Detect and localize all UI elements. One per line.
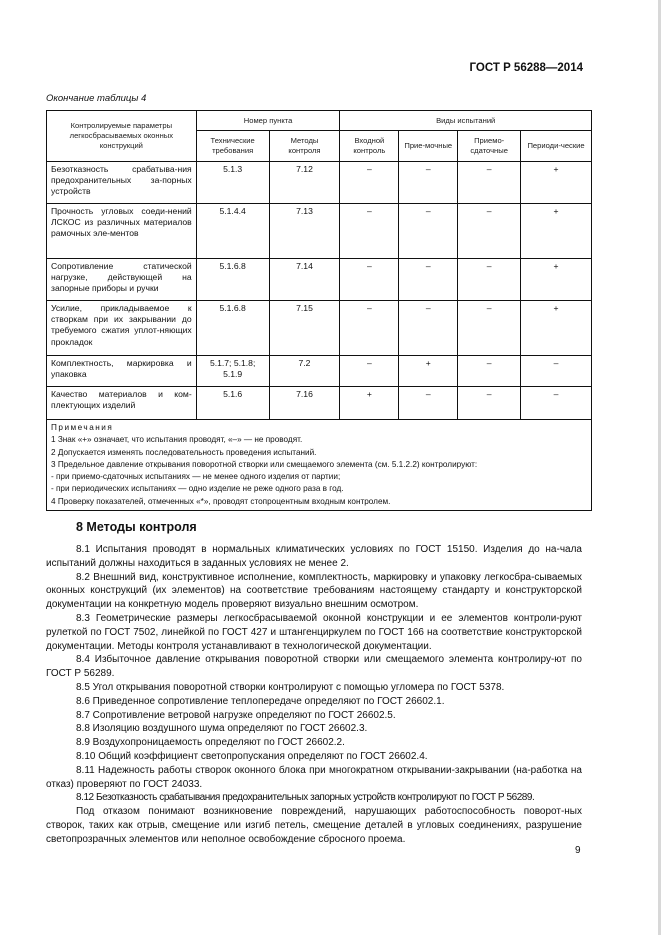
method-cell: 7.2 (269, 356, 340, 387)
paragraph: 8.8 Изоляцию воздушного шума определяют по ГОСТ 26602.3. (76, 723, 368, 735)
param-cell: Качество материалов и ком-плектующих изделий (47, 387, 197, 420)
method-cell: 7.15 (269, 301, 340, 356)
acceptance-cell: – (399, 259, 458, 301)
note-line: 4 Проверку показателей, отмеченных «*», проводят стопроцентным входным контролем. (51, 496, 391, 506)
paragraph: 8.6 Приведенное сопротивление теплопередаче определяют по ГОСТ 26602.1. (76, 695, 445, 707)
test-types-header: Виды испытаний (340, 111, 592, 131)
page-number: 9 (575, 845, 581, 856)
handover-cell: – (458, 301, 521, 356)
incoming-header: Входной контроль (340, 131, 399, 162)
param-cell: Сопротивление статической нагрузке, действующей на запорные приборы и ручки (47, 259, 197, 301)
methods-header: Методы контроля (269, 131, 340, 162)
tech-cell: 5.1.3 (196, 162, 269, 204)
acceptance-cell: + (399, 356, 458, 387)
paragraph: 8.7 Сопротивление ветровой нагрузке определяют по ГОСТ 26602.5. (76, 709, 396, 721)
control-table (46, 110, 592, 511)
incoming-cell: – (340, 301, 399, 356)
handover-cell: – (458, 387, 521, 420)
note-line: 1 Знак «+» означает, что испытания проводят, «–» — не проводят. (51, 435, 303, 445)
method-cell: 7.12 (269, 162, 340, 204)
tech-cell: 5.1.4.4 (196, 204, 269, 259)
paragraph: 8.12 Безотказность срабатывания предохранительных запорных устройств контролируют по ГОСТ Р 56289. (76, 792, 535, 804)
periodic-cell: + (521, 162, 592, 204)
method-cell: 7.14 (269, 259, 340, 301)
standard-header: ГОСТ Р 56288—2014 (469, 62, 583, 74)
incoming-cell: – (340, 259, 399, 301)
incoming-cell: – (340, 204, 399, 259)
param-cell: Прочность угловых соеди-нений ЛСКОС из различных материалов рамочных эле-ментов (47, 204, 197, 259)
acceptance-cell: – (399, 204, 458, 259)
paragraph: 8.2 Внешний вид, конструктивное исполнение, комплектность, маркировку и упаковку легкосбра-сываемых оконных конструкций (их элементов) на соответствие требованиям настоящему стандарту и конструкторской документации на конкретную модель проверяют визуально внешним осмотром. (46, 571, 582, 611)
param-column-header: Контролируемые параметры легкосбрасываемых оконных конструкций (47, 111, 197, 162)
notes-cell (47, 420, 592, 511)
param-cell: Безотказность срабатыва-ния предохранительных за-порных устройств (47, 162, 197, 204)
table-row (47, 356, 592, 387)
acceptance-cell: – (399, 162, 458, 204)
section-body (46, 543, 582, 847)
paragraph: 8.1 Испытания проводят в нормальных климатических условиях по ГОСТ 15150. Изделия до на-чала испытаний должны находиться в заданных условиях не менее 2. (46, 544, 582, 569)
periodic-header: Периоди-ческие (521, 131, 592, 162)
paragraph: 8.4 Избыточное давление открывания поворотной створки или смещаемого элемента контролиру-ют по ГОСТ Р 56289. (46, 654, 582, 680)
handover-header: Приемо-сдаточные (458, 131, 521, 162)
table-caption: Окончание таблицы 4 (46, 93, 147, 104)
paragraph: 8.11 Надежность работы створок оконного блока при многократном открывании-закрывании (на-работка на отказ) проверяют по ГОСТ 24033. (46, 764, 582, 790)
param-cell: Усилие, прикладываемое к створкам при их закрывании до требуемого сжатия уплот-няющих прокладок (47, 301, 197, 356)
handover-cell: – (458, 162, 521, 204)
paragraph: Под отказом понимают возникновение повреждений, нарушающих работоспособность поворот-ных створок, таких как отрыв, смещение или изгиб петель, смещение деталей в угловых соединениях, разрушение светопрозрачных элементов или неполное освобождение сбросного проема. (46, 806, 582, 845)
item-number-header: Номер пункта (196, 111, 340, 131)
periodic-cell: – (521, 356, 592, 387)
tech-cell: 5.1.6.8 (196, 301, 269, 356)
acceptance-cell: – (399, 387, 458, 420)
table-row (47, 387, 592, 420)
periodic-cell: + (521, 259, 592, 301)
param-cell: Комплектность, маркировка и упаковка (47, 356, 197, 387)
paragraph: 8.3 Геометрические размеры легкосбрасываемой оконной конструкции и ее элементов контроли-руют рулеткой по ГОСТ 7502, линейкой по ГОСТ 427 и штангенциркулем по ГОСТ 166 на соответствие конструкторской документации. Методы контроля устанавливают в технологической документации. (46, 612, 582, 652)
note-line: 3 Предельное давление открывания поворотной створки или смещаемого элемента (см. 5.1.2.2) контролируют: (51, 459, 478, 469)
periodic-cell: – (521, 387, 592, 420)
notes-title: Примечания (51, 423, 114, 432)
acceptance-cell: – (399, 301, 458, 356)
note-line: - при периодических испытаниях — одно изделие не реже одного раза в год. (51, 484, 344, 494)
handover-cell: – (458, 259, 521, 301)
paragraph: 8.10 Общий коэффициент светопропускания определяют по ГОСТ 26602.4. (76, 750, 428, 762)
handover-cell: – (458, 204, 521, 259)
note-line: - при приемо-сдаточных испытаниях — не менее одного изделия от партии; (51, 472, 341, 482)
tech-cell: 5.1.6 (196, 387, 269, 420)
acceptance-header: Прие-мочные (399, 131, 458, 162)
handover-cell: – (458, 356, 521, 387)
method-cell: 7.16 (269, 387, 340, 420)
method-cell: 7.13 (269, 204, 340, 259)
incoming-cell: – (340, 356, 399, 387)
periodic-cell: + (521, 301, 592, 356)
note-line: 2 Допускается изменять последовательность проведения испытаний. (51, 447, 317, 457)
notes-row (47, 420, 592, 511)
incoming-cell: + (340, 387, 399, 420)
section-title: 8 Методы контроля (76, 520, 197, 534)
tech-cell: 5.1.7; 5.1.8; 5.1.9 (196, 356, 269, 387)
periodic-cell: + (521, 204, 592, 259)
tech-req-header: Технические требования (196, 131, 269, 162)
table-row (47, 259, 592, 301)
table-row (47, 301, 592, 356)
table-row (47, 162, 592, 204)
tech-cell: 5.1.6.8 (196, 259, 269, 301)
paragraph: 8.9 Воздухопроницаемость определяют по ГОСТ 26602.2. (76, 737, 345, 749)
table-row (47, 204, 592, 259)
paragraph: 8.5 Угол открывания поворотной створки контролируют с помощью угломера по ГОСТ 5378. (76, 681, 505, 693)
incoming-cell: – (340, 162, 399, 204)
